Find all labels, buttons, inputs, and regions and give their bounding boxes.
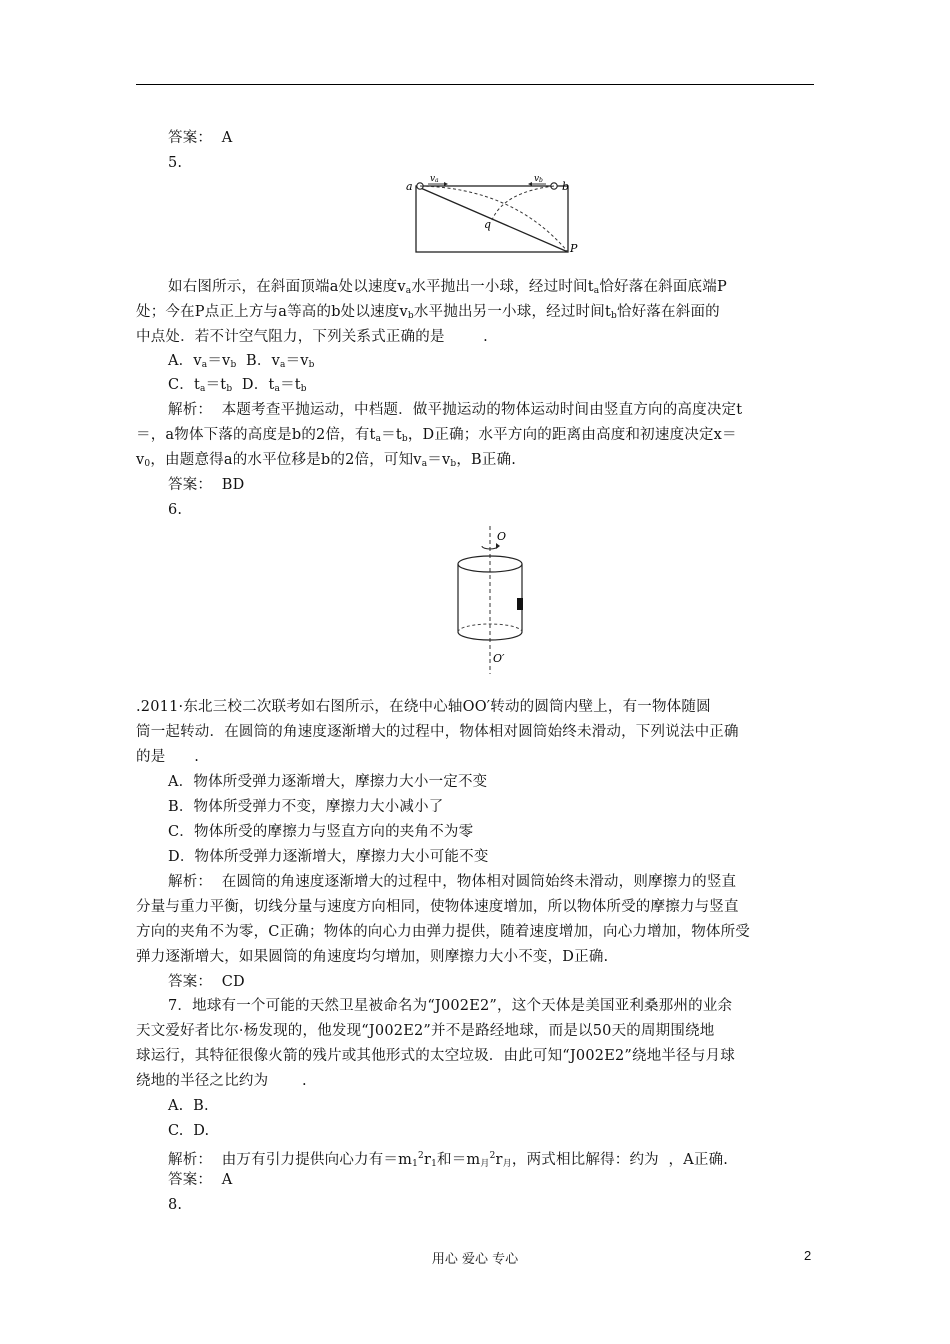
block-on-wall: [517, 598, 523, 610]
label-b: b: [562, 180, 570, 193]
footer-slogan: 用心 爱心 专心: [431, 1252, 519, 1267]
label-axis-bottom: O′: [493, 652, 505, 665]
question-6-option-c: C．物体所受的摩擦力与竖直方向的夹角不为零: [168, 824, 474, 840]
question-7-line-3: 球运行，其特征很像火箭的残片或其他形式的太空垃圾．由此可知“J002E2”绕地半径与月球: [136, 1048, 735, 1064]
question-8-number: 8.: [168, 1197, 183, 1213]
question-7-line-4: 绕地的半径之比约为 .: [136, 1073, 307, 1089]
question-6-option-d: D．物体所受弹力逐渐增大，摩擦力大小可能不变: [168, 849, 489, 865]
incline-projectile-figure: [404, 170, 580, 260]
answer-5: 答案： BD: [168, 477, 245, 493]
solution-6-line-2: 分量与重力平衡，切线分量与速度方向相同，使物体速度增加，所以物体所受的摩擦力与竖直: [136, 899, 739, 915]
question-7-line-1: 7．地球有一个可能的天然卫星被命名为“J002E2”，这个天体是美国亚利桑那州的业余: [168, 998, 733, 1014]
label-P: P: [570, 242, 578, 255]
page-number: 2: [804, 1248, 812, 1263]
question-6-line-2: 筒一起转动．在圆筒的角速度逐渐增大的过程中，物体相对圆筒始终未滑动，下列说法中正确: [136, 724, 739, 740]
solution-5-line-1: 解析： 本题考查平抛运动，中档题．做平抛运动的物体运动时间由竖直方向的高度决定t: [168, 402, 743, 418]
answer-4: 答案： A: [168, 130, 233, 146]
label-vb: v: [534, 174, 540, 184]
answer-7: 答案： A: [168, 1172, 233, 1188]
solution-5-line-2: ＝，a物体下落的高度是b的2倍，有$t_a=t_b$，D正确；水平方向的距离由高度和初速度决定x＝: [136, 427, 737, 444]
solution-6-line-4: 弹力逐渐增大，如果圆筒的角速度均匀增加，则摩擦力大小不变，D正确.: [136, 949, 609, 965]
label-va-sub: a: [435, 177, 439, 184]
rotating-cylinder-figure: [452, 526, 538, 676]
question-5-options-cd: C．$t_a=t_b$ D．$t_a=t_b$: [168, 377, 307, 394]
question-5-line-3: 中点处．若不计空气阻力，下列关系式正确的是 .: [136, 329, 488, 345]
label-q: q: [484, 218, 492, 231]
label-va: v: [430, 174, 436, 184]
question-7-options-ab: A. B.: [168, 1098, 209, 1114]
trajectory-b: [492, 186, 554, 220]
solution-5-line-3: $v_0$，由题意得a的水平位移是b的2倍，可知$v_a=v_b$，B正确.: [136, 452, 517, 469]
question-6-number: 6.: [168, 502, 183, 518]
question-6-line-3: 的是 .: [136, 749, 200, 765]
label-a: a: [406, 180, 413, 193]
question-5-options-ab: A．$v_a=v_b$ B．$v_a=v_b$: [168, 353, 315, 370]
question-5-line-1: 如右图所示，在斜面顶端a处以速度$v_a$水平抛出一小球，经过时间$t_a$恰好落在斜面底端P: [168, 279, 727, 296]
question-6-line-1: .2011·东北三校二次联考如右图所示，在绕中心轴OO′转动的圆筒内壁上，有一物体随圆: [136, 699, 711, 715]
label-axis-top: O: [497, 530, 507, 543]
solution-7: 解析： 由万有引力提供向心力有$=m_1^2r_1$和$=m_月^2r_月$，两式相比解得：约为 ，A正确.: [168, 1151, 729, 1169]
header-rule: [136, 84, 814, 85]
solution-6-line-3: 方向的夹角不为零，C正确；物体的向心力由弹力提供，随着速度增加，向心力增加，物体所受: [136, 924, 750, 940]
question-7-line-2: 天文爱好者比尔·杨发现的，他发现“J002E2”并不是路经地球，而是以50天的周期围绕地: [136, 1023, 715, 1039]
question-6-option-b: B．物体所受弹力不变，摩擦力大小减小了: [168, 799, 444, 815]
question-6-option-a: A．物体所受弹力逐渐增大，摩擦力大小一定不变: [168, 774, 488, 790]
rotation-arrowhead: [496, 543, 500, 549]
question-5-line-2: 处；今在P点正上方与a等高的b处以速度$v_b$水平抛出另一小球，经过时间$t_b$恰好落在斜面的: [136, 304, 720, 321]
question-5-number: 5.: [168, 155, 183, 171]
question-7-options-cd: C. D.: [168, 1123, 210, 1139]
solution-6-line-1: 解析： 在圆筒的角速度逐渐增大的过程中，物体相对圆筒始终未滑动，则摩擦力的竖直: [168, 874, 737, 890]
label-vb-sub: b: [539, 177, 543, 184]
answer-6: 答案： CD: [168, 974, 245, 990]
